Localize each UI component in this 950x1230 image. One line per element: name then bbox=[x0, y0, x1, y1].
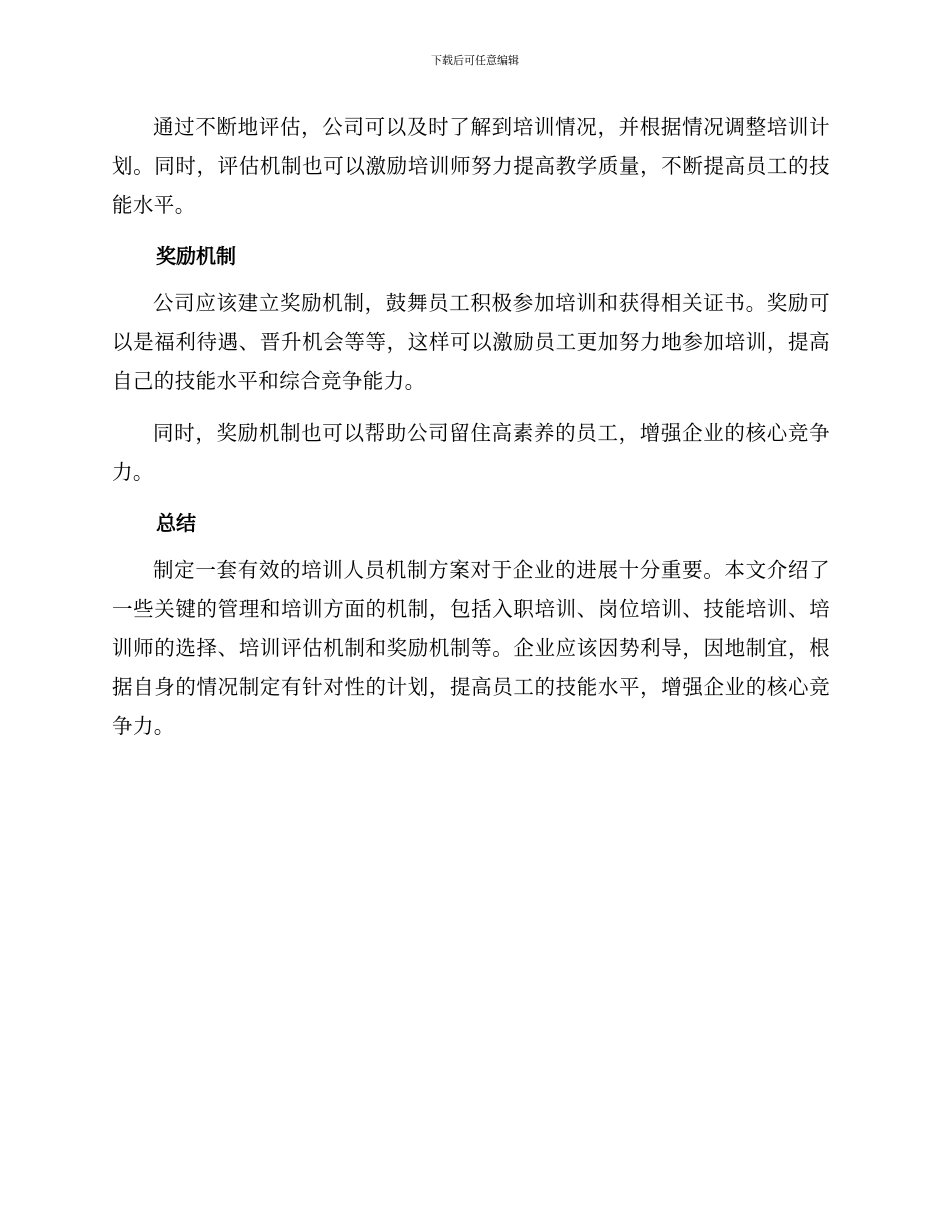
paragraph-summary: 制定一套有效的培训人员机制方案对于企业的进展十分重要。本文介绍了一些关键的管理和培训方面的机制，包括入职培训、岗位培训、技能培训、培训师的选择、培训评估机制和奖励机制等。企业应该因势利导，因地制宜，根据自身的情况制定有针对性的计划，提高员工的技能水平，增强企业的核心竞争力。 bbox=[112, 558, 830, 738]
heading-reward-mechanism: 奖励机制 bbox=[156, 244, 236, 268]
page-header: 下载后可任意编辑 bbox=[431, 54, 519, 67]
heading-summary: 总结 bbox=[156, 511, 196, 535]
paragraph-reward-2: 同时，奖励机制也可以帮助公司留住高素养的员工，增强企业的核心竞争力。 bbox=[112, 421, 830, 484]
paragraph-reward-1: 公司应该建立奖励机制，鼓舞员工积极参加培训和获得相关证书。奖励可以是福利待遇、晋升机会等等，这样可以激励员工更加努力地参加培训，提高自己的技能水平和综合竞争能力。 bbox=[112, 291, 830, 393]
document-body bbox=[112, 108, 830, 759]
paragraph-evaluation: 通过不断地评估，公司可以及时了解到培训情况，并根据情况调整培训计划。同时，评估机制也可以激励培训师努力提高教学质量，不断提高员工的技能水平。 bbox=[112, 115, 830, 217]
